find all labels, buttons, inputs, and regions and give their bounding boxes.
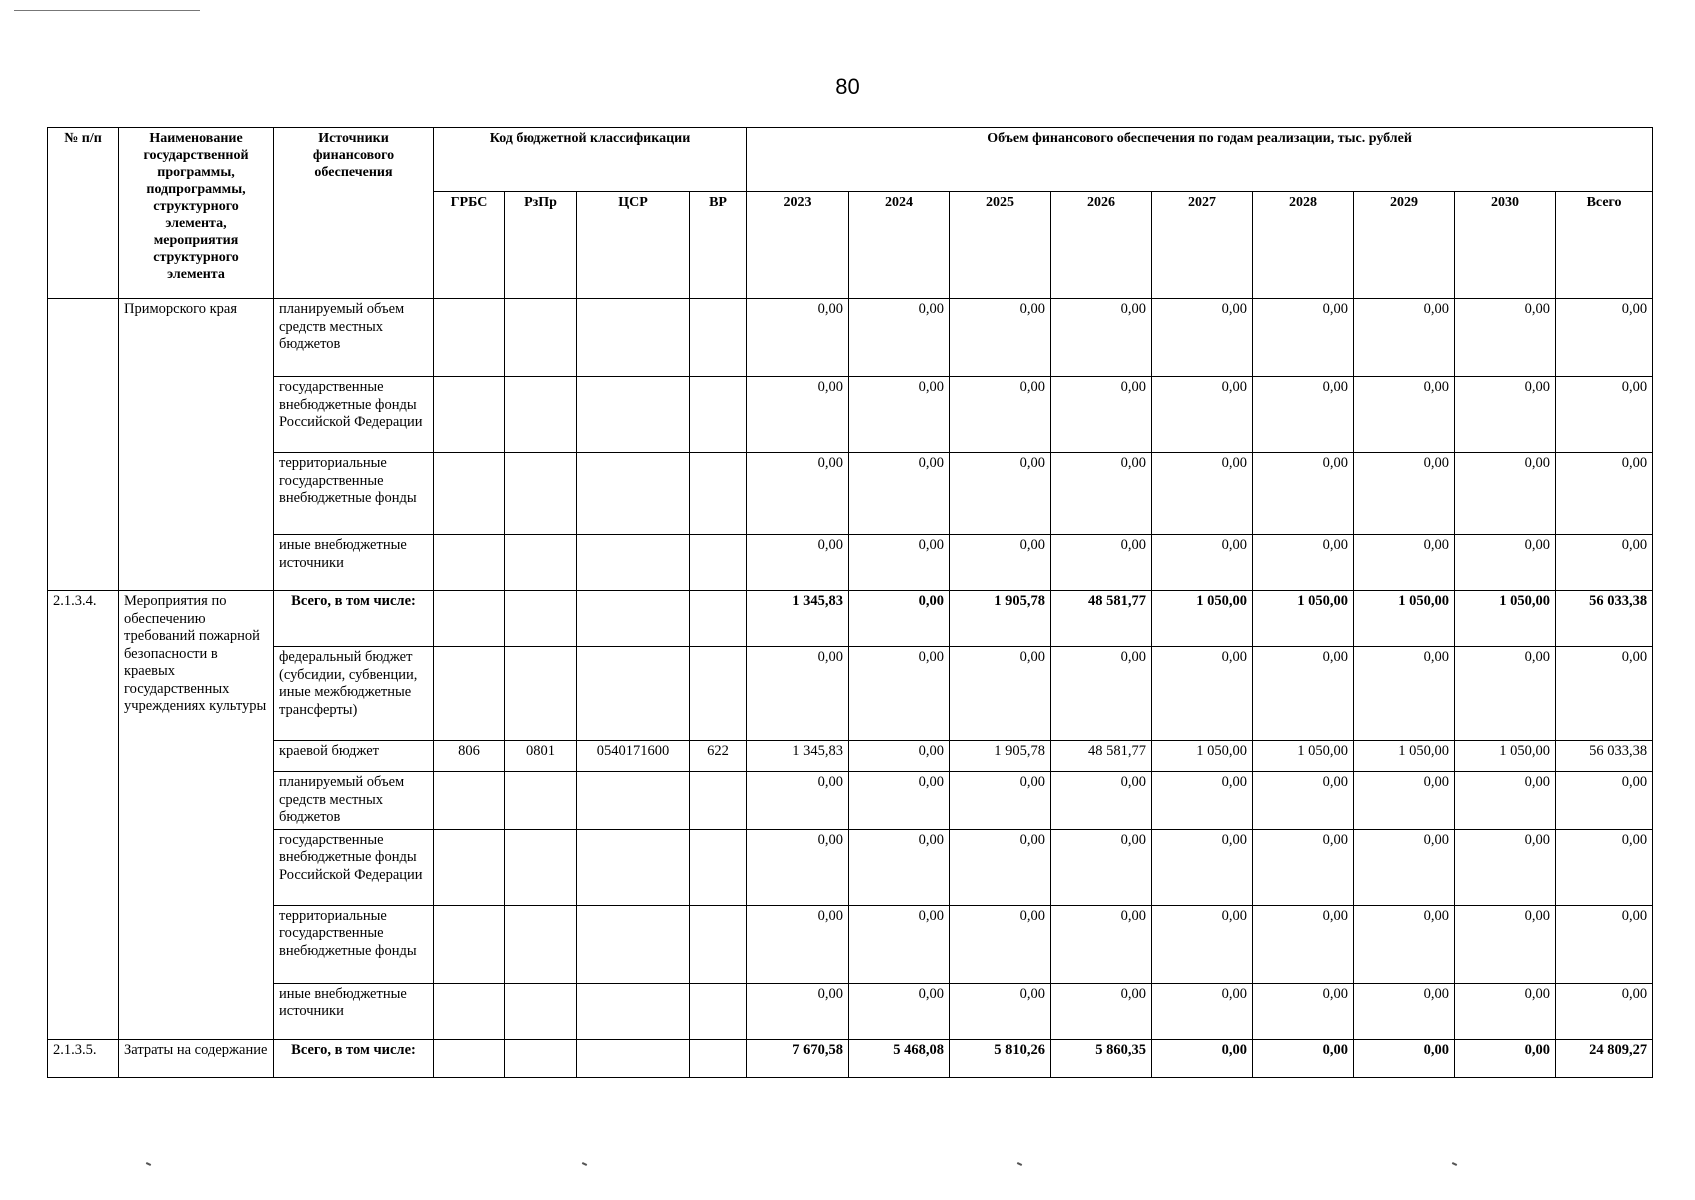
budget-code-cell [434,829,505,905]
amount-cell: 0,00 [1051,905,1152,983]
table-row [48,905,1653,983]
budget-code-cell [577,905,690,983]
amount-cell: 0,00 [1253,829,1354,905]
amount-cell: 0,00 [1455,772,1556,830]
row-title: Мероприятия по обеспечению требований пожарной безопасности в краевых государственных учреждениях культуры [119,591,274,1040]
amount-cell: 0,00 [747,377,849,453]
header-year-3: 2025 [950,192,1051,299]
header-code-4: ВР [690,192,747,299]
amount-cell: 0,00 [1556,535,1653,591]
amount-cell: 1 345,83 [747,741,849,772]
amount-cell: 0,00 [1051,647,1152,741]
header-year-6: 2028 [1253,192,1354,299]
table-body [48,299,1653,1078]
budget-code-cell [690,535,747,591]
budget-code-cell [690,591,747,647]
amount-cell: 0,00 [1455,377,1556,453]
amount-cell: 0,00 [950,983,1051,1039]
amount-cell: 1 905,78 [950,741,1051,772]
funding-source: иные внебюджетные источники [274,535,434,591]
amount-cell: 0,00 [1455,453,1556,535]
amount-cell: 0,00 [747,772,849,830]
amount-cell: 0,00 [1354,453,1455,535]
amount-cell: 0,00 [1051,535,1152,591]
budget-code-cell [434,905,505,983]
amount-cell: 5 468,08 [849,1039,950,1077]
amount-cell: 0,00 [1253,905,1354,983]
amount-cell: 0,00 [1354,377,1455,453]
amount-cell: 0,00 [1556,453,1653,535]
header-year-8: 2030 [1455,192,1556,299]
header-number: № п/п [48,128,119,299]
amount-cell: 24 809,27 [1556,1039,1653,1077]
amount-cell: 0,00 [1253,983,1354,1039]
amount-cell: 0,00 [1455,1039,1556,1077]
budget-code-cell [690,1039,747,1077]
amount-cell: 1 050,00 [1354,741,1455,772]
funding-source: иные внебюджетные источники [274,983,434,1039]
row-title: Затраты на содержание [119,1039,274,1077]
amount-cell: 0,00 [1253,453,1354,535]
amount-cell: 0,00 [1354,772,1455,830]
amount-cell: 5 810,26 [950,1039,1051,1077]
budget-code-cell [690,772,747,830]
amount-cell: 0,00 [950,647,1051,741]
amount-cell: 0,00 [747,983,849,1039]
table-row [48,377,1653,453]
budget-code-cell [505,535,577,591]
amount-cell: 5 860,35 [1051,1039,1152,1077]
budget-code-cell [434,535,505,591]
table-row [48,741,1653,772]
table-row [48,299,1653,377]
budget-code-cell [690,299,747,377]
amount-cell: 0,00 [849,535,950,591]
amount-cell: 0,00 [1556,377,1653,453]
budget-code-cell [434,453,505,535]
budget-code-cell [434,647,505,741]
amount-cell: 0,00 [1152,377,1253,453]
amount-cell: 1 050,00 [1354,591,1455,647]
amount-cell: 0,00 [1051,453,1152,535]
amount-cell: 0,00 [849,591,950,647]
budget-code-cell [505,377,577,453]
amount-cell: 0,00 [1455,299,1556,377]
amount-cell: 0,00 [1152,647,1253,741]
amount-cell: 0,00 [1152,905,1253,983]
funding-source: государственные внебюджетные фонды Российской Федерации [274,377,434,453]
budget-code-cell [434,983,505,1039]
amount-cell: 0,00 [1051,983,1152,1039]
budget-code-cell [577,983,690,1039]
amount-cell: 0,00 [1152,453,1253,535]
amount-cell: 0,00 [1556,829,1653,905]
amount-cell: 1 905,78 [950,591,1051,647]
table-row [48,1039,1653,1077]
budget-code-cell [505,905,577,983]
header-volume-group: Объем финансового обеспечения по годам реализации, тыс. рублей [747,128,1653,192]
budget-code-cell [577,772,690,830]
amount-cell: 0,00 [1051,829,1152,905]
table-row [48,591,1653,647]
budget-code-cell: 0801 [505,741,577,772]
amount-cell: 0,00 [1455,829,1556,905]
amount-cell: 0,00 [950,905,1051,983]
amount-cell: 0,00 [1152,772,1253,830]
budget-code-cell [434,377,505,453]
table-row [48,535,1653,591]
amount-cell: 0,00 [1455,905,1556,983]
amount-cell: 0,00 [1455,983,1556,1039]
budget-code-cell [505,983,577,1039]
budget-code-cell [505,647,577,741]
table-row [48,983,1653,1039]
budget-code-cell [577,1039,690,1077]
header-code-group: Код бюджетной классификации [434,128,747,192]
budget-code-cell [505,772,577,830]
budget-code-cell [577,591,690,647]
amount-cell: 1 345,83 [747,591,849,647]
amount-cell: 0,00 [747,453,849,535]
amount-cell: 0,00 [1253,535,1354,591]
amount-cell: 0,00 [1556,905,1653,983]
amount-cell: 0,00 [1253,772,1354,830]
funding-source: государственные внебюджетные фонды Российской Федерации [274,829,434,905]
amount-cell: 0,00 [1051,772,1152,830]
amount-cell: 0,00 [1051,377,1152,453]
amount-cell: 0,00 [1152,535,1253,591]
row-number [48,299,119,591]
header-name: Наименование государственной программы, подпрограммы, структурного элемента, мероприятия структурного элемента [119,128,274,299]
budget-code-cell: 806 [434,741,505,772]
budget-code-cell [434,299,505,377]
amount-cell: 0,00 [849,983,950,1039]
amount-cell: 0,00 [950,772,1051,830]
page-number: 80 [835,74,860,99]
header-year-5: 2027 [1152,192,1253,299]
amount-cell: 0,00 [1152,1039,1253,1077]
budget-code-cell: 622 [690,741,747,772]
funding-source: территориальные государственные внебюджетные фонды [274,905,434,983]
budget-code-cell [505,829,577,905]
funding-source: краевой бюджет [274,741,434,772]
amount-cell: 0,00 [1455,535,1556,591]
amount-cell: 0,00 [849,453,950,535]
funding-source: Всего, в том числе: [274,591,434,647]
funding-source: территориальные государственные внебюджетные фонды [274,453,434,535]
amount-cell: 0,00 [1354,647,1455,741]
amount-cell: 0,00 [849,377,950,453]
amount-cell: 0,00 [950,377,1051,453]
row-title: Приморского края [119,299,274,591]
row-number: 2.1.3.5. [48,1039,119,1077]
amount-cell: 0,00 [747,647,849,741]
budget-code-cell [434,1039,505,1077]
budget-code-cell [690,829,747,905]
amount-cell: 0,00 [747,829,849,905]
header-source: Источники финансового обеспечения [274,128,434,299]
amount-cell: 56 033,38 [1556,741,1653,772]
header-code-3: ЦСР [577,192,690,299]
funding-source: федеральный бюджет (субсидии, субвенции, иные межбюджетные трансферты) [274,647,434,741]
funding-source: планируемый объем средств местных бюджетов [274,299,434,377]
amount-cell: 1 050,00 [1152,591,1253,647]
amount-cell: 48 581,77 [1051,591,1152,647]
amount-cell: 0,00 [1556,647,1653,741]
header-year-7: 2029 [1354,192,1455,299]
amount-cell: 0,00 [1354,905,1455,983]
amount-cell: 0,00 [950,829,1051,905]
table-row [48,829,1653,905]
amount-cell: 1 050,00 [1455,591,1556,647]
budget-code-cell [690,983,747,1039]
amount-cell: 56 033,38 [1556,591,1653,647]
budget-code-cell [434,772,505,830]
amount-cell: 0,00 [1152,829,1253,905]
amount-cell: 0,00 [1354,983,1455,1039]
amount-cell: 0,00 [1556,983,1653,1039]
amount-cell: 0,00 [1354,299,1455,377]
funding-source: Всего, в том числе: [274,1039,434,1077]
table-row [48,647,1653,741]
amount-cell: 0,00 [1354,1039,1455,1077]
amount-cell: 0,00 [849,299,950,377]
budget-code-cell [690,453,747,535]
header-year-2: 2024 [849,192,950,299]
budget-code-cell [505,453,577,535]
amount-cell: 0,00 [849,647,950,741]
budget-code-cell [434,591,505,647]
budget-code-cell [577,647,690,741]
amount-cell: 0,00 [747,535,849,591]
budget-code-cell [505,1039,577,1077]
budget-code-cell [690,647,747,741]
budget-code-cell [577,299,690,377]
amount-cell: 0,00 [1354,829,1455,905]
budget-code-cell [505,591,577,647]
amount-cell: 0,00 [747,905,849,983]
amount-cell: 0,00 [1152,299,1253,377]
row-number: 2.1.3.4. [48,591,119,1040]
amount-cell: 0,00 [849,772,950,830]
amount-cell: 0,00 [950,299,1051,377]
amount-cell: 0,00 [1152,983,1253,1039]
amount-cell: 0,00 [849,741,950,772]
amount-cell: 0,00 [747,299,849,377]
budget-code-cell [577,535,690,591]
top-rule [14,10,200,11]
budget-code-cell [577,453,690,535]
funding-source: планируемый объем средств местных бюджетов [274,772,434,830]
amount-cell: 48 581,77 [1051,741,1152,772]
amount-cell: 7 670,58 [747,1039,849,1077]
header-code-2: РзПр [505,192,577,299]
budget-code-cell [690,377,747,453]
amount-cell: 1 050,00 [1455,741,1556,772]
amount-cell: 1 050,00 [1152,741,1253,772]
amount-cell: 0,00 [1253,647,1354,741]
budget-code-cell [505,299,577,377]
table-row [48,772,1653,830]
amount-cell: 0,00 [849,905,950,983]
amount-cell: 1 050,00 [1253,741,1354,772]
header-code-1: ГРБС [434,192,505,299]
budget-code-cell [577,377,690,453]
budget-code-cell: 0540171600 [577,741,690,772]
amount-cell: 0,00 [1253,1039,1354,1077]
header-year-1: 2023 [747,192,849,299]
amount-cell: 0,00 [1455,647,1556,741]
amount-cell: 0,00 [1253,299,1354,377]
budget-code-cell [577,829,690,905]
amount-cell: 0,00 [950,453,1051,535]
amount-cell: 0,00 [849,829,950,905]
header-year-9: Всего [1556,192,1653,299]
amount-cell: 1 050,00 [1253,591,1354,647]
amount-cell: 0,00 [1556,772,1653,830]
budget-code-cell [690,905,747,983]
amount-cell: 0,00 [1051,299,1152,377]
amount-cell: 0,00 [1354,535,1455,591]
header-year-4: 2026 [1051,192,1152,299]
table-row [48,453,1653,535]
budget-table [47,127,1653,1078]
amount-cell: 0,00 [1556,299,1653,377]
amount-cell: 0,00 [950,535,1051,591]
table-header [48,128,1653,299]
amount-cell: 0,00 [1253,377,1354,453]
